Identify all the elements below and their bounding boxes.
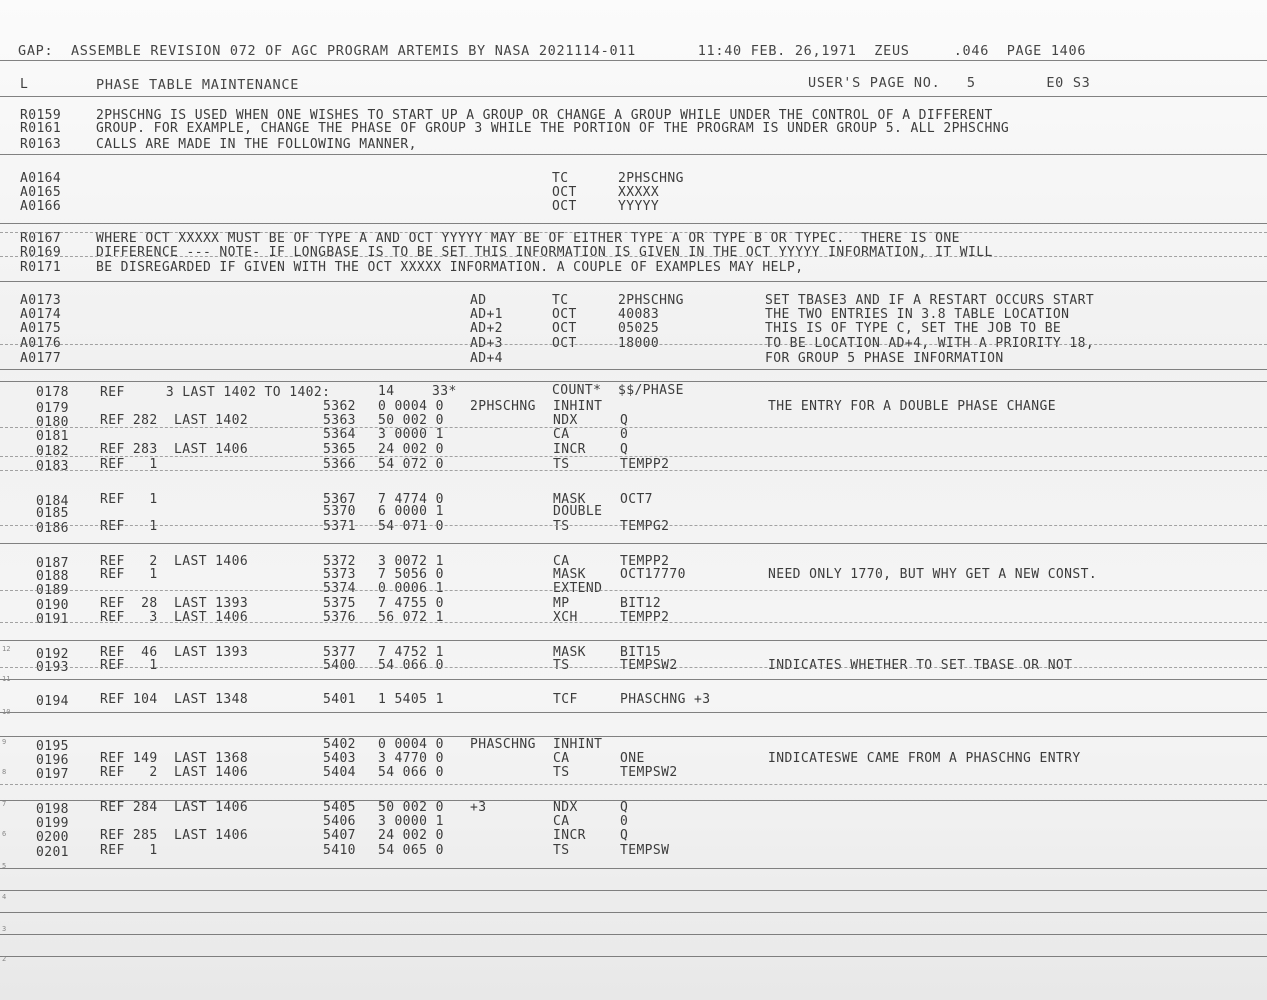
line-number: 0201	[36, 845, 69, 860]
ruled-line	[0, 525, 1267, 526]
opcode: CA	[553, 554, 570, 569]
octal-word: 54 072 0	[378, 457, 444, 472]
remark-text: BE DISREGARDED IF GIVEN WITH THE OCT XXXXX INFORMATION. A COUPLE OF EXAMPLES MAY HELP,	[96, 260, 804, 275]
ruled-line	[0, 344, 1267, 345]
operand: TEMPSW	[620, 843, 670, 858]
example-comment: THE TWO ENTRIES IN 3.8 TABLE LOCATION	[765, 307, 1070, 322]
memory-address: 5376	[323, 610, 356, 625]
comment: NEED ONLY 1770, BUT WHY GET A NEW CONST.	[768, 567, 1098, 582]
octal-word: 0 0006 1	[378, 581, 444, 596]
remark-text: CALLS ARE MADE IN THE FOLLOWING MANNER,	[96, 137, 417, 152]
operand: $$/PHASE	[618, 383, 684, 398]
source-label: +3	[470, 800, 487, 815]
memory-address: 5375	[323, 596, 356, 611]
count-value: 14	[378, 384, 395, 399]
reference-info: REF 1	[100, 658, 158, 673]
memory-address: 5364	[323, 427, 356, 442]
octal-word: 3 4770 0	[378, 751, 444, 766]
line-number: 0197	[36, 767, 69, 782]
line-number: 0192	[36, 647, 69, 662]
octal-word: 1 5405 1	[378, 692, 444, 707]
ruled-line	[0, 427, 1267, 428]
margin-mark: 8	[2, 768, 7, 776]
line-number: 0184	[36, 494, 69, 509]
memory-address: 5404	[323, 765, 356, 780]
octal-word: 6 0000 1	[378, 504, 444, 519]
operand: BIT12	[620, 596, 662, 611]
example-opcode: TC	[552, 293, 569, 308]
opcode: NDX	[553, 800, 578, 815]
ruled-line	[0, 890, 1267, 891]
line-number: 0188	[36, 569, 69, 584]
opcode: TS	[553, 519, 570, 534]
operand: BIT15	[620, 645, 662, 660]
opcode: XCH	[553, 610, 578, 625]
octal-word: 7 4774 0	[378, 492, 444, 507]
remark-number: R0169	[20, 245, 62, 260]
opcode: MASK	[553, 645, 586, 660]
example-label: AD+3	[470, 336, 503, 351]
ruled-line	[0, 154, 1267, 155]
reference-info: REF 46 LAST 1393	[100, 645, 249, 660]
ruled-line	[0, 470, 1267, 471]
memory-address: 5362	[323, 399, 356, 414]
line-number: 0186	[36, 521, 69, 536]
example-line-number: A0174	[20, 307, 62, 322]
remark-number: R0159	[20, 108, 62, 123]
ruled-line	[0, 640, 1267, 641]
margin-mark: 5	[2, 862, 7, 870]
octal-word: 54 066 0	[378, 658, 444, 673]
reference-info: REF 2 LAST 1406	[100, 554, 249, 569]
reference-info: REF 149 LAST 1368	[100, 751, 249, 766]
opcode: MASK	[553, 567, 586, 582]
section-title: PHASE TABLE MAINTENANCE	[96, 77, 300, 93]
opcode: INHINT	[553, 737, 603, 752]
reference-info: REF 2 LAST 1406	[100, 765, 249, 780]
page-header: GAP: ASSEMBLE REVISION 072 OF AGC PROGRAM ARTEMIS BY NASA 2021114-011 11:40 FEB. 26,1971 ZEUS .046 PAGE 1406	[18, 43, 1087, 59]
octal-word: 7 5056 0	[378, 567, 444, 582]
margin-mark: 11	[2, 675, 11, 683]
user-page-number: USER'S PAGE NO. 5 E0 S3	[808, 75, 1091, 91]
memory-address: 5407	[323, 828, 356, 843]
memory-address: 5363	[323, 413, 356, 428]
example-line-number: A0173	[20, 293, 62, 308]
octal-word: 50 002 0	[378, 413, 444, 428]
octal-word: 3 0000 1	[378, 814, 444, 829]
opcode: INCR	[553, 828, 586, 843]
line-number: 0190	[36, 598, 69, 613]
opcode: CA	[553, 814, 570, 829]
operand: TEMPP2	[620, 457, 670, 472]
memory-address: 5374	[323, 581, 356, 596]
example-line-number: A0177	[20, 351, 62, 366]
ruled-line	[0, 622, 1267, 623]
octal-word: 24 002 0	[378, 442, 444, 457]
example-line-number: A0175	[20, 321, 62, 336]
reference-info: REF 282 LAST 1402	[100, 413, 249, 428]
line-number: 0198	[36, 802, 69, 817]
example-comment: SET TBASE3 AND IF A RESTART OCCURS START	[765, 293, 1095, 308]
opcode: TS	[553, 457, 570, 472]
reference-info: REF 1	[100, 567, 158, 582]
example-comment: THIS IS OF TYPE C, SET THE JOB TO BE	[765, 321, 1062, 336]
count-value: 33*	[432, 384, 457, 399]
line-number: 0178	[36, 385, 69, 400]
opcode: MASK	[553, 492, 586, 507]
example-line-number: A0164	[20, 171, 62, 186]
ruled-line	[0, 381, 1267, 382]
example-operand: XXXXX	[618, 185, 660, 200]
opcode: COUNT*	[552, 383, 602, 398]
margin-mark: 12	[2, 645, 11, 653]
operand: Q	[620, 442, 629, 457]
memory-address: 5373	[323, 567, 356, 582]
reference-info: REF 284 LAST 1406	[100, 800, 249, 815]
remark-text: DIFFERENCE --- NOTE- IF LONGBASE IS TO BE SET THIS INFORMATION IS GIVEN IN THE OCT YYYYY INFORMATION, IT WILL	[96, 245, 993, 260]
reference-info: REF 3 LAST 1402 TO 1402:	[100, 385, 331, 400]
line-number: 0199	[36, 816, 69, 831]
line-number: 0200	[36, 830, 69, 845]
remark-number: R0167	[20, 231, 62, 246]
operand: PHASCHNG +3	[620, 692, 711, 707]
margin-mark: 2	[2, 955, 7, 963]
line-number: 0181	[36, 429, 69, 444]
ruled-line	[0, 256, 1267, 257]
example-operand: YYYYY	[618, 199, 660, 214]
memory-address: 5377	[323, 645, 356, 660]
ruled-line	[0, 590, 1267, 591]
example-label: AD	[470, 293, 487, 308]
opcode: CA	[553, 427, 570, 442]
example-opcode: TC	[552, 171, 569, 186]
memory-address: 5410	[323, 843, 356, 858]
octal-word: 7 4755 0	[378, 596, 444, 611]
ruled-line	[0, 868, 1267, 869]
ruled-line	[0, 369, 1267, 370]
example-opcode: OCT	[552, 321, 577, 336]
example-label: AD+2	[470, 321, 503, 336]
operand: TEMPP2	[620, 610, 670, 625]
opcode: EXTEND	[553, 581, 603, 596]
memory-address: 5405	[323, 800, 356, 815]
memory-address: 5401	[323, 692, 356, 707]
line-number: 0196	[36, 753, 69, 768]
line-number: 0195	[36, 739, 69, 754]
ruled-line	[0, 934, 1267, 935]
example-opcode: OCT	[552, 185, 577, 200]
ruled-line	[0, 60, 1267, 61]
line-number: 0194	[36, 694, 69, 709]
line-number: 0182	[36, 444, 69, 459]
example-operand: 2PHSCHNG	[618, 293, 684, 308]
memory-address: 5370	[323, 504, 356, 519]
operand: TEMPSW2	[620, 765, 678, 780]
memory-address: 5371	[323, 519, 356, 534]
remark-text: WHERE OCT XXXXX MUST BE OF TYPE A AND OCT YYYYY MAY BE OF EITHER TYPE A OR TYPE B OR TYPEC. THERE IS ONE	[96, 231, 960, 246]
margin-mark: 6	[2, 830, 7, 838]
operand: TEMPP2	[620, 554, 670, 569]
octal-word: 0 0004 0	[378, 737, 444, 752]
memory-address: 5402	[323, 737, 356, 752]
ruled-line	[0, 456, 1267, 457]
ruled-line	[0, 543, 1267, 544]
octal-word: 54 071 0	[378, 519, 444, 534]
example-opcode: OCT	[552, 199, 577, 214]
margin-mark: 9	[2, 738, 7, 746]
octal-word: 54 066 0	[378, 765, 444, 780]
example-label: AD+1	[470, 307, 503, 322]
remark-number: R0163	[20, 137, 62, 152]
example-opcode: OCT	[552, 307, 577, 322]
margin-mark: 7	[2, 800, 7, 808]
section-letter: L	[20, 77, 29, 92]
operand: Q	[620, 413, 629, 428]
memory-address: 5366	[323, 457, 356, 472]
reference-info: REF 1	[100, 519, 158, 534]
operand: OCT17770	[620, 567, 686, 582]
example-operand: 18000	[618, 336, 660, 351]
octal-word: 50 002 0	[378, 800, 444, 815]
operand: OCT7	[620, 492, 653, 507]
octal-word: 7 4752 1	[378, 645, 444, 660]
opcode: TS	[553, 765, 570, 780]
ruled-line	[0, 679, 1267, 680]
opcode: INCR	[553, 442, 586, 457]
remark-text: 2PHSCHNG IS USED WHEN ONE WISHES TO START UP A GROUP OR CHANGE A GROUP WHILE UNDER THE CONTROL OF A DIFFERENT	[96, 108, 993, 123]
memory-address: 5403	[323, 751, 356, 766]
reference-info: REF 283 LAST 1406	[100, 442, 249, 457]
opcode: MP	[553, 596, 570, 611]
ruled-line	[0, 667, 1267, 668]
source-label: 2PHSCHNG	[470, 399, 536, 414]
operand: ONE	[620, 751, 645, 766]
memory-address: 5372	[323, 554, 356, 569]
opcode: DOUBLE	[553, 504, 603, 519]
octal-word: 3 0000 1	[378, 427, 444, 442]
line-number: 0179	[36, 401, 69, 416]
reference-info: REF 285 LAST 1406	[100, 828, 249, 843]
line-number: 0187	[36, 556, 69, 571]
opcode: TS	[553, 658, 570, 673]
example-opcode: OCT	[552, 336, 577, 351]
remark-number: R0171	[20, 260, 62, 275]
octal-word: 56 072 1	[378, 610, 444, 625]
example-comment: FOR GROUP 5 PHASE INFORMATION	[765, 351, 1004, 366]
example-operand: 05025	[618, 321, 660, 336]
example-line-number: A0165	[20, 185, 62, 200]
opcode: TCF	[553, 692, 578, 707]
reference-info: REF 104 LAST 1348	[100, 692, 249, 707]
comment: THE ENTRY FOR A DOUBLE PHASE CHANGE	[768, 399, 1056, 414]
margin-mark: 10	[2, 708, 11, 716]
operand: TEMPG2	[620, 519, 670, 534]
ruled-line	[0, 956, 1267, 957]
ruled-line	[0, 232, 1267, 233]
example-label: AD+4	[470, 351, 503, 366]
octal-word: 3 0072 1	[378, 554, 444, 569]
octal-word: 54 065 0	[378, 843, 444, 858]
line-number: 0185	[36, 506, 69, 521]
reference-info: REF 1	[100, 457, 158, 472]
comment: INDICATES WHETHER TO SET TBASE OR NOT	[768, 658, 1073, 673]
opcode: CA	[553, 751, 570, 766]
margin-mark: 4	[2, 893, 7, 901]
example-operand: 2PHSCHNG	[618, 171, 684, 186]
ruled-line	[0, 96, 1267, 97]
reference-info: REF 28 LAST 1393	[100, 596, 249, 611]
operand: Q	[620, 800, 629, 815]
ruled-line	[0, 281, 1267, 282]
line-number: 0180	[36, 415, 69, 430]
remark-number: R0161	[20, 121, 62, 136]
comment: INDICATESWE CAME FROM A PHASCHNG ENTRY	[768, 751, 1081, 766]
ruled-line	[0, 712, 1267, 713]
octal-word: 24 002 0	[378, 828, 444, 843]
ruled-line	[0, 223, 1267, 224]
opcode: INHINT	[553, 399, 603, 414]
reference-info: REF 1	[100, 492, 158, 507]
margin-mark: 3	[2, 925, 7, 933]
memory-address: 5406	[323, 814, 356, 829]
example-operand: 40083	[618, 307, 660, 322]
example-line-number: A0176	[20, 336, 62, 351]
ruled-line	[0, 800, 1267, 801]
operand: Q	[620, 828, 629, 843]
ruled-line	[0, 912, 1267, 913]
ruled-line	[0, 736, 1267, 737]
operand: 0	[620, 427, 629, 442]
operand: 0	[620, 814, 629, 829]
line-number: 0183	[36, 459, 69, 474]
octal-word: 0 0004 0	[378, 399, 444, 414]
memory-address: 5400	[323, 658, 356, 673]
opcode: NDX	[553, 413, 578, 428]
reference-info: REF 1	[100, 843, 158, 858]
memory-address: 5367	[323, 492, 356, 507]
line-number: 0191	[36, 612, 69, 627]
source-label: PHASCHNG	[470, 737, 536, 752]
line-number: 0189	[36, 583, 69, 598]
ruled-line	[0, 784, 1267, 785]
memory-address: 5365	[323, 442, 356, 457]
example-line-number: A0166	[20, 199, 62, 214]
opcode: TS	[553, 843, 570, 858]
operand: TEMPSW2	[620, 658, 678, 673]
remark-text: GROUP. FOR EXAMPLE, CHANGE THE PHASE OF GROUP 3 WHILE THE PORTION OF THE PROGRAM IS UNDER GROUP 5. ALL 2PHSCHNG	[96, 121, 1010, 136]
example-comment: TO BE LOCATION AD+4, WITH A PRIORITY 18,	[765, 336, 1095, 351]
reference-info: REF 3 LAST 1406	[100, 610, 249, 625]
line-number: 0193	[36, 660, 69, 675]
